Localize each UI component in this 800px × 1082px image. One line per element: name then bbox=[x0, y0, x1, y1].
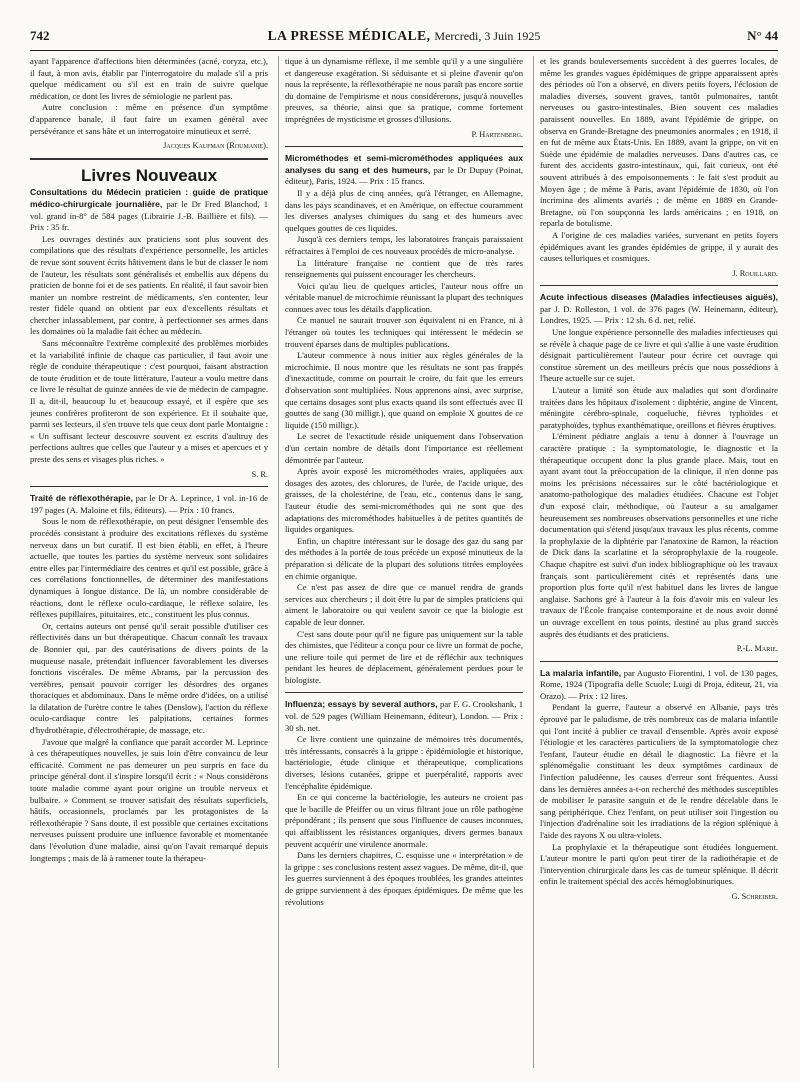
paragraph: Pendant la guerre, l'auteur a observé en Albanie, pays très éprouvé par le paludisme, de très nombreux cas de malaria infantile qui l'ont incité à publier ce travail d'ensemble. Après avoir exposé l'étiologie et les caractères particuliers de la symptomatologie chez l'enfant, l'auteur étudie en détail le diagnostic. La fièvre et la splénomégalie constituant les deux symptômes cardinaux de l'infection paludéenne, les causes d'erreur sont fréquentes. Aussi dans les dernières années a-t-on recherché des méthodes susceptibles de mobiliser le parasite sanguin et de le rendre décelable dans le sang périphérique. Chez l'enfant, on peut utiliser soit l'ingestion ou l'injection d'adrénaline soit les irradiations de la région splénique à l'aide des rayons X ou ultra-violets. bbox=[540, 702, 778, 840]
book-entry-header bbox=[540, 668, 778, 703]
book-entry-header bbox=[30, 493, 268, 516]
signature: P. Hartenberg. bbox=[471, 129, 523, 139]
paragraph: A l'origine de ces maladies variées, survenant en petits foyers épidémiques avant les grandes épidémies de grippe, il y aurait des causes telluriques et cosmiques. bbox=[540, 229, 778, 264]
issue-number: N° 44 bbox=[747, 28, 778, 43]
divider bbox=[285, 692, 523, 693]
paragraph: L'auteur a limité son étude aux maladies qui sont d'ordinaire traitées dans les hôpitaux d'isolement : diphtérie, angine de Vincent, méningite cérébro-spinale, coqueluche, fièvres typhoïdes et paratyphoïdes, typhus exanthématique, oreillons et fièvres éruptives. bbox=[540, 385, 778, 430]
divider bbox=[30, 486, 268, 487]
paragraph: Jusqu'à ces derniers temps, les laboratoires français paraissaient réfractaires à l'emploi de ces nouveaux procédés de micro-analyse. bbox=[285, 234, 523, 256]
paragraph: La littérature française ne contient que de très rares renseignements qui puissent encourager les chercheurs. bbox=[285, 257, 523, 280]
divider bbox=[30, 158, 268, 162]
book-meta: par Augusto Fiorentini, 1 vol. de 130 pages, Rome, 1924 (Tipografia delle Scuole; Luigi di Proja, éditeur, 21, via Orazo). — Prix : 12 lires. bbox=[540, 667, 778, 701]
book-entry-header bbox=[30, 187, 268, 233]
book-meta: par le Dr Dupuy (Poinat, éditeur), Paris, 1924. — Prix : 15 francs. bbox=[285, 164, 523, 187]
paragraph: Sans méconnaître l'extrême complexité des problèmes morbides et la variabilité infinie de chaque cas particulier, il faut avoir une règle de conduite thérapeutique : c'est pourquoi, faisant abstraction de toute érudition et de toute littérature, l'auteur a voulu mettre dans ce livre le résultat de quinze années de vie de médecin de campagne. Il a, dit-il, beaucoup lu et beaucoup essayé, et il espère que ses jeunes confrères profiteront de son expérience. Et il souhaite que, parmi ses lecteurs, il s'en trouve tels que ceux dont parle Montaigne : « Un suffisant lecteur descouvre souvent ez escrits d'aultruy des perfections aultres que celles que l'auteur y a mises et apercues et y preste des sens et visages plus riches. » bbox=[30, 338, 268, 464]
paragraph: Ce livre contient une quinzaine de mémoires très documentés, très intéressants, consacrés à la grippe : épidémiologie et historique, bactériologie, étude clinique et thérapeutique, complications diverses, lésions cutanées, grippe et puerpéralité, rapports avec l'encéphalite épidémique. bbox=[285, 734, 523, 791]
column-3 bbox=[533, 56, 778, 1068]
paragraph: La prophylaxie et la thérapeutique sont étudiées longuement. L'auteur montre le parti qu'on peut tirer de la radiothérapie et de l'intervention chirurgicale dans les cas de tumeur splénique. Il décrit enfin le traitement spécial des accès hémoglobinuriques. bbox=[540, 841, 778, 887]
divider bbox=[540, 285, 778, 286]
book-meta: par F. G. Crookshank, 1 vol. de 529 pages (William Heinemann, éditeur), London. — Prix : 30 sh. net. bbox=[285, 699, 523, 733]
book-title: Consultations du Médecin praticien : guide de pratique médico-chirurgicale journalière, bbox=[30, 187, 268, 209]
paragraph: et les grands bouleversements succèdent à des guerres locales, de même les grandes vagues épidémiques de grippe apparaissent après des périodes où l'on a observé, en divers petits foyers, l'éclosion de maladies diverses, souvent graves, tantôt pulmonaires, tantôt nerveuses ou gastro-intestinales. Bien souvent ces maladies paraissent nouvelles. En 1889, avant l'épidémie de grippe, on observa en Grande-Bretagne des pneumonies anormales ; en 1918, il en fut de même aux États-Unis. En 1889, avant la grippe, on vit en Suède une épidémie de maladies nerveuses. Dans d'autres cas, ce furent des accidents gastro-intestinaux, qui, fait curieux, ont été souvent attribués à des empoisonnements : le fait s'est produit au Moyen âge ; de même à Paris, avant l'épidémie de 1830, où l'on incrimina des aliments avariés ; de même en 1889 en Grande-Bretagne, où l'on soupçonna les lards américains ; en 1918, on reparla de botulisme. bbox=[540, 56, 778, 229]
paragraph: Dans les derniers chapitres, C. esquisse une « interprétation » de la grippe : ses conclusions restent assez vagues. De même, dit-il, que les guerres surviennent à des époques troublées, les grandes atteintes de grippe surviennent à des époques épidémiques. De même que les révolutions bbox=[285, 850, 523, 907]
signature: J. Rouillard. bbox=[732, 268, 778, 278]
journal-name: LA PRESSE MÉDICALE, bbox=[267, 28, 435, 43]
paragraph: En ce qui concerne la bactériologie, les auteurs ne croient pas que le bacille de Pfeiffer ou un virus filtrant joue un rôle pathogène prépondérant ; ils pensent que sous l'influence de causes inconnues, qui affaiblissent les résistances organiques, divers germes banaux peuvent acquérir une virulence anormale. bbox=[285, 792, 523, 849]
paragraph: L'auteur commence à nous initier aux règles générales de la microchimie. Il nous montre que les résultats ne sont pas frappés d'inexactitude, comme on pourrait le croire, du fait que les erreurs d'observation sont multipliées. Nous apprenons ainsi, avec surprise, que certains dosages sont plus exacts quand ils sont effectués avec II gouttes de sang (30 milligr.), que quand on emploie X gouttes de ce liquide (150 milligr.). bbox=[285, 350, 523, 430]
page-number: 742 bbox=[30, 28, 50, 43]
paragraph: Or, certains auteurs ont pensé qu'il serait possible d'utiliser ces réflectivités dans un but thérapeutique. Chacun connaît les travaux de Bonnier qui, par des cautérisations de divers points de la muqueuse nasale, prétendait influencer favorablement les diverses fonctions viscérales. De même Abrams, par la percussion des vertèbres, pensait pouvoir corriger les désordres des organes thoraciques et abdominaux. Dans le même ordre d'idées, on a utilisé la dilatation de l'urètre contre le tabes (Denslow), l'action du réflexe oculo-cardiaque contre les palpitations, certaines formes d'hydrothérapie, d'électrothérapie, de massage, etc. bbox=[30, 620, 268, 736]
paragraph: Il y a déjà plus de cinq années, qu'à l'étranger, en Allemagne, dans les pays scandinaves, et en Amérique, on effectue couramment les diverses analyses chimiques du sang et des humeurs avec quelques gouttes de ces liquides. bbox=[285, 187, 523, 233]
column-1 bbox=[30, 56, 268, 1068]
paragraph: L'éminent pédiatre anglais a tenu à donner à l'ouvrage un caractère pratique : la symptomatologie, le diagnostic et la thérapeutique occupent donc la plus grande place. Mais, tout en ayant avant tout la préoccupation de la clinique, il n'en donne pas moins les précisions nécessaires sur le côté bactériologique et anatomo-pathologique des maladies étudiées. Chacune est l'objet d'un exposé clair, méthodique, où l'auteur a su amalgamer heureusement ses nombreuses observations personnelles et une riche documentation qui s'étend jusqu'aux travaux les plus récents, comme la prophylaxie de la diphtérie par l'anatoxine de Ramon, la réaction de Dick dans la scarlatine et la séroprophylaxie de la rougeole. Chaque chapitre est suivi d'un index bibliographique où les travaux français sont particulièrement cités et représentés dans une proportion plus forte qu'il n'est habituel dans les livres de langue anglaise. Sachons gré à l'auteur à la fois d'avoir mis en valeur les travaux de l'École française contemporaine et de nous avoir donné un ouvrage excellent en tous points, destiné au plus grand succès auprès des étudiants et des praticiens. bbox=[540, 431, 778, 639]
column-2 bbox=[278, 56, 523, 1068]
paragraph: Les ouvrages destinés aux praticiens sont plus souvent des compilations que des résultats d'expérience personnelle, les articles de revue sont souvent écrits hâtivement dans le but de classer le nom de l'auteur, les résultats sont généralisés et embellis aux dépens du praticien de bonne foi et de ses patients. En réalité, il faut savoir bien manier un nombre restreint de médicaments, s'en contenter, leur rester fidèle quand on obtient par eux d'excellents résultats et chercher inlassablement, par contre, à perfectionner ses armes dans les domaines où la maladie fait échec au médecin. bbox=[30, 233, 268, 337]
paragraph: Enfin, un chapitre intéressant sur le dosage des gaz du sang par des méthodes à la portée de tous précède un exposé minutieux de la préparation si délicate de la plupart des solutions titrées employées en chimie organique. bbox=[285, 535, 523, 581]
paragraph: Le secret de l'exactitude réside uniquement dans l'observation d'un certain nombre de détails dont l'importance est réellement démontrée par l'auteur. bbox=[285, 431, 523, 465]
paragraph: Sous le nom de réflexothérapie, on peut désigner l'ensemble des procédés consistant à produire des excitations réflexes du système nerveux dans un but curatif. Il est bien établi, en effet, à l'heure actuelle, que toutes les parties du système nerveux sont solidaires entre elles par l'intermédiaire des centres et qu'il est possible, grâce à ces corrélations fonctionnelles, de déterminer des manifestations dynamiques à longue distance. De là, un nombre considérable de réactions, dont le réflexe oculo-cardiaque, le réflexe solaire, les réflexes pupillaires, pituitaires, etc., constituent les plus connus. bbox=[30, 516, 268, 620]
paragraph: ayant l'apparence d'affections bien déterminées (acné, coryza, etc.), il faut, à mon avis, établir par l'interrogatoire du malade s'il a pris quelque médicament ou s'il est en train de suivre quelque médication, ce dont les livres de sémiologie ne parlent pas. bbox=[30, 56, 268, 101]
issue-date: Mercredi, 3 Juin 1925 bbox=[434, 29, 541, 43]
book-title: Acute infectious diseases (Maladies infectieuses aiguës), bbox=[540, 292, 778, 303]
paragraph: Voici qu'au lieu de quelques articles, l'auteur nous offre un véritable manuel de microchimie réunissant la plupart des techniques connues avec tous les détails d'application. bbox=[285, 280, 523, 314]
book-meta: par J. D. Rolleston, 1 vol. de 376 pages (W. Heinemann, éditeur), Londres, 1925. — Prix : 12 sh. 6 d. net, relié. bbox=[540, 303, 778, 326]
paragraph: Autre conclusion : même en présence d'un symptôme d'apparence banale, il faut faire un examen général avec persévérance et sans hâte et un interrogatoire minutieux et serré. bbox=[30, 102, 268, 136]
paragraph: Ce manuel ne saurait trouver son équivalent ni en France, ni à l'étranger où toutes les techniques qui intéressent le médecin se trouvent éparses dans de multiples publications. bbox=[285, 315, 523, 349]
signature: Jacques Kaufman (Roumanie). bbox=[163, 141, 268, 151]
paragraph: Ce n'est pas assez de dire que ce manuel rendra de grands services aux chercheurs ; il doit être lu par de simples praticiens qui aiment le laboratoire ou qui veulent savoir ce que la biologie est capable de leur donner. bbox=[285, 582, 523, 627]
book-title: Microméthodes et semi-microméthodes appliquées aux analyses du sang et des humeurs, bbox=[285, 153, 523, 175]
section-heading: Livres Nouveaux bbox=[80, 165, 218, 185]
book-title: Traité de réflexothérapie, bbox=[30, 493, 133, 504]
book-title: Influenza; essays by several authors, bbox=[285, 699, 438, 710]
divider bbox=[285, 146, 523, 147]
paragraph: Une longue expérience personnelle des maladies infectieuses qui se révèle à chaque page de ce livre et qui s'allie à une vaste érudition désignait particulièrement l'auteur pour écrire cet ouvrage qui constitue sûrement un des meilleurs précis que nous possédions à l'heure actuelle sur ce sujet. bbox=[540, 327, 778, 384]
page-header bbox=[30, 28, 778, 51]
paragraph: Après avoir exposé les microméthodes vraies, appliquées aux dosages des azotes, des chlorures, de l'urée, de l'acide urique, des graisses, de la cholestérine, de l'eau, etc., contenus dans le sang, l'auteur étudie des semi-microméthodes qui ne sont que des adaptations des microméthodes habituelles à de petites quantités de liquides organiques. bbox=[285, 466, 523, 535]
book-entry-header bbox=[540, 292, 778, 327]
book-entry-header bbox=[285, 153, 523, 188]
signature: S. R. bbox=[251, 469, 268, 479]
journal-title bbox=[30, 28, 778, 44]
paragraph: C'est sans doute pour qu'il ne figure pas uniquement sur la table des chimistes, que l'éditeur a conçu pour ce livre un format de poche, une reliure toile qui permet de lire et de réfléchir aux techniques pendant les heures de déplacement, généralement perdues pour le biologiste. bbox=[285, 628, 523, 685]
book-meta: par le Dr Fred Blanchod, 1 vol. grand in-8° de 584 pages (Librairie J.-B. Baillière et fils). — Prix : 35 fr. bbox=[30, 198, 268, 233]
book-meta: par le Dr A. Leprince, 1 vol. in-16 de 197 pages (A. Maloine et fils, éditeurs). — Prix : 10 francs. bbox=[30, 493, 268, 515]
paragraph: J'avoue que malgré la confiance que paraît accorder M. Leprince à ces thérapeutiques nouvelles, je suis loin d'être convaincu de leur efficacité. Comment ne pas demeurer un peu surpris en face du principe général dont il s'inspire lorsqu'il écrit : « Nous considérons toute maladie comme ayant pour origine un trouble nerveux et bulbaire. » Comment se trouver satisfait des résultats superficiels, hâtifs, occasionnels, proclamés par les protagonistes de la réflexothérapie ? Sans doute, il est possible que certaines excitations nerveuses puissent produire une influence favorable et momentanée dans l'évolution d'une maladie, ainsi qu'on l'avait remarqué depuis longtemps ; mais de là à ramener toute la thérapeu- bbox=[30, 736, 268, 863]
signature: P.-L. Marie. bbox=[736, 644, 778, 654]
paragraph: tique à un dynamisme réflexe, il me semble qu'il y a une singulière et dangereuse exagération. Si séduisante et si pleine d'avenir qu'on nous la représente, la réflexothérapie ne nous paraît pas encore sortie du domaine de l'empirisme et nous considérerons, jusqu'à nouvelles preuves, sa théorie, ainsi que sa pratique, comme fortement imprégnées de mysticisme et grosses d'illusions. bbox=[285, 56, 523, 124]
signature: G. Schreiber. bbox=[731, 891, 778, 901]
columns bbox=[30, 56, 778, 1068]
book-title: La malaria infantile, bbox=[540, 667, 622, 678]
divider bbox=[540, 661, 778, 662]
book-entry-header bbox=[285, 699, 523, 734]
